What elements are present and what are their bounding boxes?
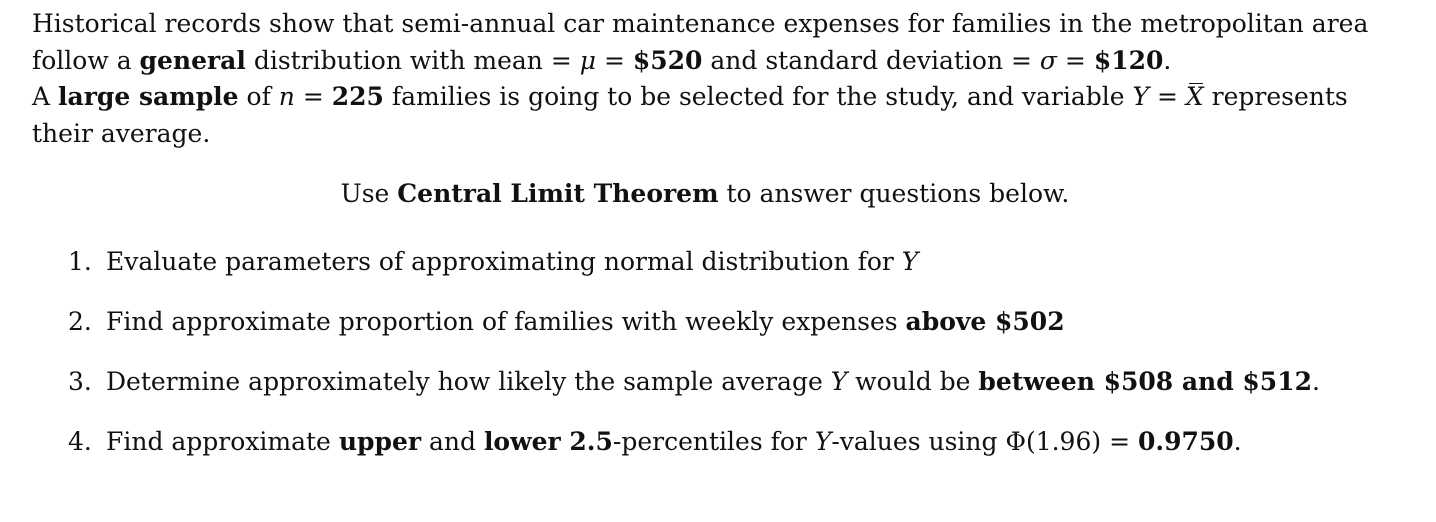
text: = [596,45,633,75]
text: . [1233,427,1242,456]
text: A [32,82,59,111]
question-1 [68,244,1320,304]
phi-expression: Φ(1.96) = [1005,427,1138,456]
intro-line-4: their average. [32,118,211,148]
bold-general: general [139,45,246,75]
question-4 [68,424,1320,484]
text: = [1149,82,1186,111]
bold-prob: 0.9750 [1137,427,1234,456]
text: = [1056,45,1094,75]
text: -values using [831,427,1006,456]
y-symbol: Y [901,247,919,276]
intro-line-3 [32,79,1412,116]
bold-large-sample: large sample [58,82,239,111]
bold-range: between $508 and $512 [978,367,1312,396]
intro-line-2 [32,43,1412,80]
text: -percentiles for [612,427,815,456]
text: = [294,82,332,111]
text: Evaluate parameters of approximating normal distribution for [106,247,902,276]
question-2 [68,304,1320,364]
text: families is going to be selected for the study, and variable [383,82,1133,111]
question-number: 4. [68,427,92,456]
text: and [421,427,484,456]
question-list [68,244,1320,484]
sigma-symbol: σ [1039,45,1057,75]
text: Find approximate [106,427,339,456]
text: . [1163,45,1172,75]
sd-value: $120 [1093,45,1164,75]
y-symbol: Y [1132,82,1150,111]
text: to answer questions below. [718,179,1070,208]
text: follow a [32,45,140,75]
sample-size: 225 [331,82,384,111]
intro-line-1: Historical records show that semi-annual car maintenance expenses for families in the metropolitan area [32,9,1369,38]
text: Determine approximately how likely the sample average [106,367,831,396]
bold-lower: lower 2.5 [483,427,613,456]
text: . [1312,367,1320,396]
n-symbol: n [278,82,295,111]
bold-threshold: above $502 [905,307,1065,336]
bold-central-limit-theorem: Central Limit Theorem [397,179,719,208]
question-number: 3. [68,367,92,396]
text: and standard deviation = [702,45,1040,75]
text: Find approximate proportion of families with weekly expenses [106,307,906,336]
question-number: 2. [68,307,92,336]
y-symbol: Y [830,367,848,396]
text: distribution with mean = [245,45,580,75]
y-symbol: Y [814,427,832,456]
text: Use [340,179,398,208]
instruction-line [0,176,1410,212]
question-number: 1. [68,247,92,276]
text: would be [847,367,979,396]
question-3 [68,364,1320,424]
text: of [238,82,279,111]
problem-intro [32,6,1412,152]
mean-value: $520 [632,45,703,75]
mu-symbol: μ [579,45,596,75]
text: represents [1203,82,1348,111]
x-bar-symbol: X [1186,79,1204,116]
bold-upper: upper [338,427,422,456]
